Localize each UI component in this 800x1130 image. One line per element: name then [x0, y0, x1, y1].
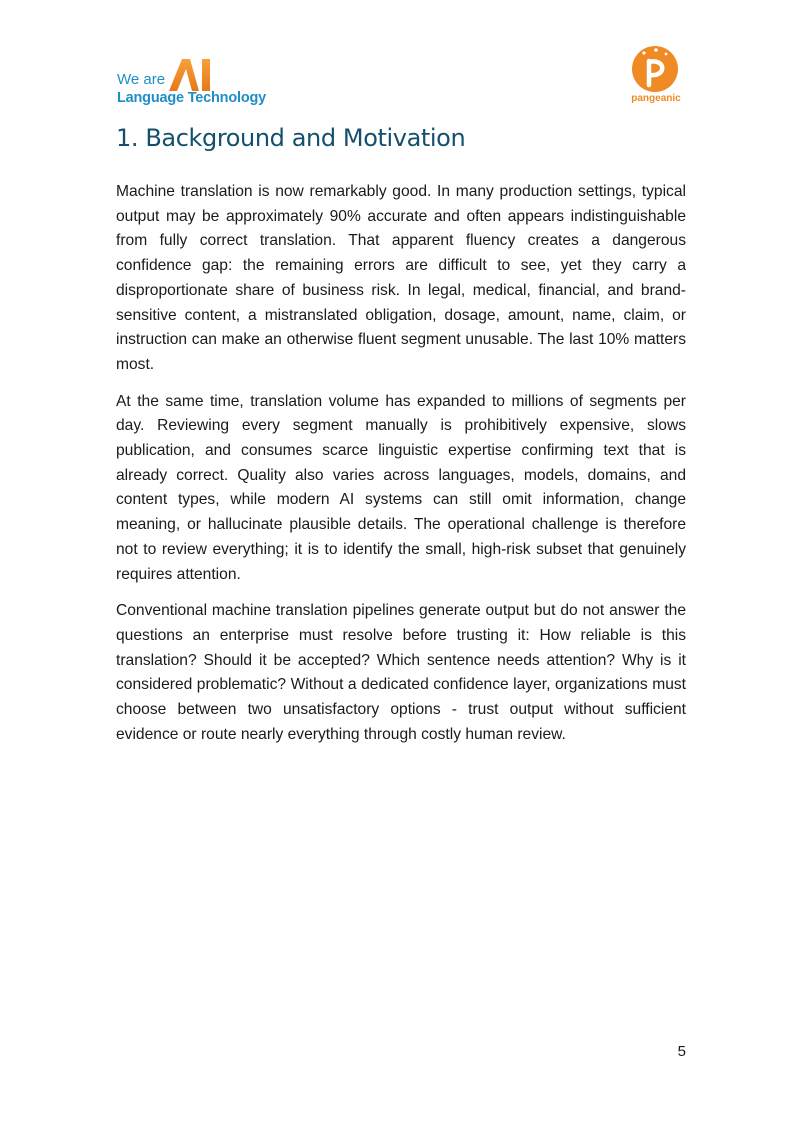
logo-tagline-line2: Language Technology	[117, 90, 266, 106]
pangeanic-p-icon	[630, 45, 680, 93]
pangeanic-wordmark: pangeanic	[631, 93, 681, 104]
pangeanic-logo	[624, 45, 688, 107]
section-body	[116, 180, 686, 759]
ai-logo-icon	[165, 57, 215, 93]
we-are-ai-logo	[117, 57, 267, 109]
paragraph: At the same time, translation volume has expanded to millions of segments per day. Reviewing every segment manually is prohibitively expensive, slows publication, and consumes scarce linguistic expertise confirming text that is already correct. Quality also varies across languages, models, domains, and content types, while modern AI systems can still omit information, change meaning, or hallucinate plausible details. The operational challenge is therefore not to review everything; it is to identify the small, high-risk subset that genuinely requires attention.	[116, 392, 686, 583]
logo-tagline-line1: We are	[117, 71, 166, 88]
section-title: 1. Background and Motivation	[116, 124, 466, 152]
paragraph: Machine translation is now remarkably good. In many production settings, typical output may be approximately 90% accurate and often appears indistinguishable from fully correct translation. That apparent fluency creates a dangerous confidence gap: the remaining errors are difficult to see, yet they carry a disproportionate share of business risk. In legal, medical, financial, and brand-sensitive content, a mistranslated obligation, dosage, amount, name, claim, or instruction can make an otherwise fluent segment unusable. The last 10% matters most.	[116, 183, 686, 373]
paragraph: Conventional machine translation pipelines generate output but do not answer the questions an enterprise must resolve before trusting it: How reliable is this translation? Should it be accepted? Which sentence needs attention? Why is it considered problematic? Without a dedicated confidence layer, organizations must choose between two unsatisfactory options - trust output without sufficient evidence or route nearly everything through costly human review.	[116, 602, 686, 743]
page-number: 5	[677, 1043, 686, 1060]
